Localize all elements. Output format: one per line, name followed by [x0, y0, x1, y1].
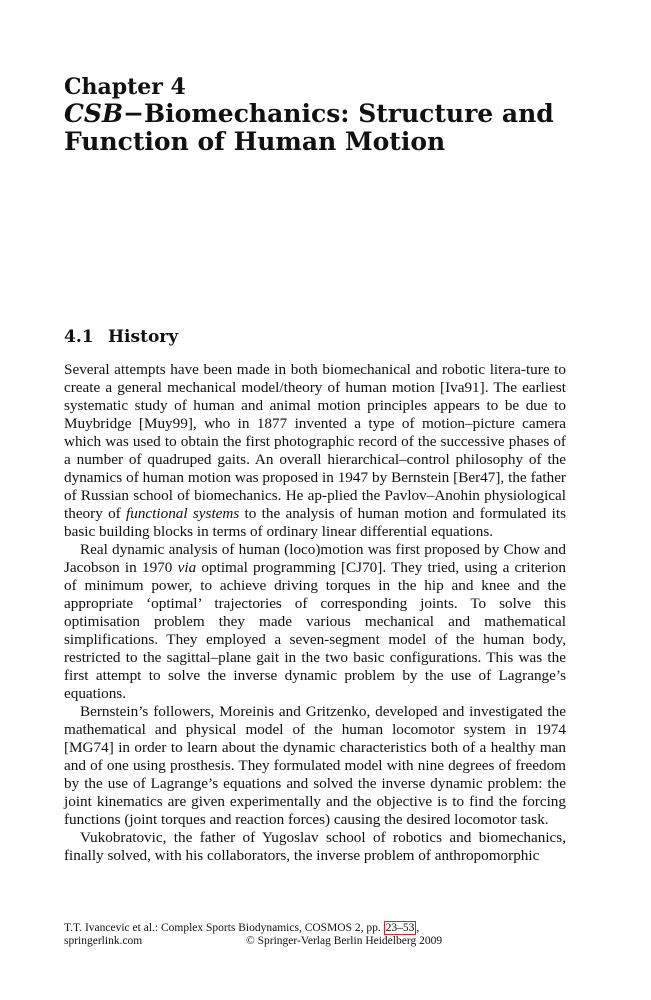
- paragraph-text: Several attempts have been made in both biomechanical and robotic litera-ture to create a general mechanical model/theory of human motion [Iva91]. The earliest systematic study of human and animal motion principles appears to be due to Muybridge [Muy99], who in 1877 invented a type of motion–picture camera which was used to obtain the first photographic record of the successive phases of a number of quadruped gaits. An overall hierarchical–control philosophy of the dynamics of human motion was proposed in 1947 by Bernstein [Ber47], the father of Russian school of biomechanics. He ap-plied the Pavlov–Anohin physiological theory of: [64, 361, 566, 522]
- chapter-title-line1: −Biomechanics: Structure and: [123, 99, 554, 128]
- section-body: [64, 361, 566, 865]
- chapter-title: [64, 100, 566, 156]
- paragraph-text: optimal programming [CJ70]. They tried, using a criterion of minimum power, to achieve driving torques in the hip and knee and the appropriate ‘optimal’ trajectories of corresponding joints. To solve this optimisation problem they made various mechanical and mathematical simplifications. They employed a seven-segment model of the human body, restricted to the sagittal–plane gait in the two basic configurations. This was the first attempt to solve the inverse dynamic problem by the use of Lagrange’s equations.: [64, 559, 566, 702]
- paragraph-text-italic: functional systems: [126, 505, 240, 522]
- copyright-notice: © Springer-Verlag Berlin Heidelberg 2009: [246, 935, 443, 947]
- paragraph: [64, 703, 566, 829]
- publisher-site: springerlink.com: [64, 935, 143, 947]
- paragraph: [64, 829, 566, 865]
- section-title: History: [108, 327, 179, 347]
- paragraph-text-italic: via: [177, 559, 197, 576]
- paragraph-text: Bernstein’s followers, Moreinis and Gritzenko, developed and investigated the mathematical and physical model of the human locomotor system in 1974 [MG74] in order to learn about the dynamic characteristics both of a healthy man and of one using prosthesis. They formulated model with nine degrees of freedom by the use of Lagrange’s equations and solved the inverse dynamic problem: the joint kinematics are given experimentally and the objective is to find the forcing functions (joint torques and reaction forces) causing the desired locomotor task.: [64, 703, 566, 828]
- citation-text: T.T. Ivancevic et al.: Complex Sports Biodynamics, COSMOS 2, pp.: [64, 922, 384, 934]
- page-range-link[interactable]: 23–53: [385, 922, 415, 934]
- paragraph: [64, 361, 566, 541]
- paragraph-text: to the analysis of human motion and formulated its basic building blocks in terms of ordinary linear differential equations.: [64, 505, 566, 540]
- footer-citation: [64, 922, 566, 935]
- paragraph-text: Real dynamic analysis of human (loco)motion was first proposed by Chow and Jacobson in 1970: [64, 541, 566, 576]
- citation-suffix: ,: [416, 922, 420, 934]
- section-heading: [64, 326, 178, 348]
- paragraph: [64, 541, 566, 703]
- chapter-label: Chapter 4: [64, 74, 186, 100]
- footer-publisher: [64, 935, 566, 948]
- chapter-title-csb: CSB: [64, 99, 124, 128]
- footer: [64, 922, 566, 948]
- chapter-title-line2: Function of Human Motion: [64, 127, 446, 156]
- paragraph-text: Vukobratovic, the father of Yugoslav school of robotics and biomechanics, finally solved, with his collaborators, the inverse problem of anthropomorphic: [64, 829, 566, 864]
- page: [64, 0, 566, 1000]
- section-number: 4.1: [64, 327, 94, 347]
